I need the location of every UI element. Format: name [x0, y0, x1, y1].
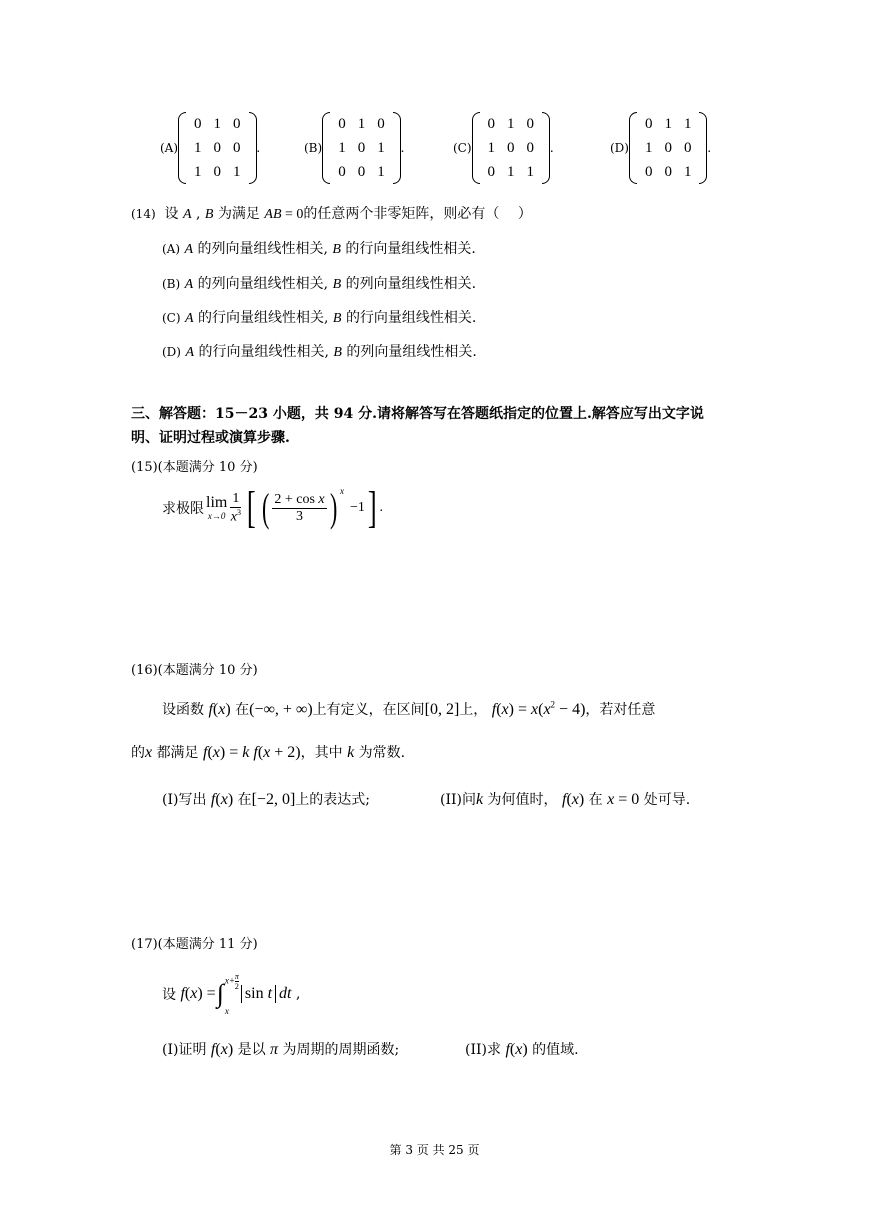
- q16-line1: 设函数 f(x) 在(−∞, + ∞)上有定义，在区间[0, 2]上， $f(x) = x(x^2 - 4)$，若对任意: [162, 699, 656, 718]
- matrix-c: 0 1 0 1 0 0 0 1 1: [472, 112, 551, 184]
- matrix-d: 0 1 1 1 0 0 0 0 1: [629, 112, 708, 184]
- q17-part2: (II)求 f(x) 的值域.: [465, 1041, 579, 1058]
- matrix-b: 0 1 0 1 0 1 0 0 1: [322, 112, 401, 184]
- matrix-a: 0 1 0 1 0 0 1 0 1: [178, 112, 257, 184]
- option-d: (D) 0 1 1 1 0 0 0 0 1 .: [610, 112, 711, 184]
- option-label: (B): [304, 141, 323, 155]
- q14-option-b: (B) A 的列向量组线性相关, B 的列向量组线性相关.: [162, 276, 477, 292]
- q17-header: (17)(本题满分 11 分): [131, 937, 258, 952]
- option-b: (B) 0 1 0 1 0 1 0 0 1 .: [304, 112, 404, 184]
- q14-option-a: (A) A 的列向量组线性相关, B 的行向量组线性相关.: [162, 241, 476, 257]
- q14-stem: (14) 设 A , B 为满足 AB = 0的任意两个非零矩阵，则必有（ ）: [131, 206, 532, 222]
- q17-formula: 设 f(x) = ∫ x+ $\frac{\pi}{2}$ x sin t dt ,: [162, 972, 301, 1016]
- q14-option-d: (D) A 的行向量组线性相关, B 的列向量组线性相关.: [162, 344, 477, 360]
- q15-header: (15)(本题满分 10 分): [131, 460, 258, 475]
- option-label: (C): [453, 141, 472, 155]
- q16-part1: (I)写出 f(x) 在[−2, 0]上的表达式;: [162, 791, 370, 808]
- option-a: (A) 0 1 0 1 0 0 1 0 1 .: [160, 112, 260, 184]
- q17-part1: (I)证明 f(x) 是以 π 为周期的周期函数;: [162, 1041, 400, 1058]
- q16-header: (16)(本题满分 10 分): [131, 663, 258, 678]
- q16-line2: 的x 都满足 f(x) = k f(x + 2)，其中 k 为常数.: [131, 744, 406, 761]
- section-heading-cont: 明、证明过程或演算步骤.: [131, 430, 290, 446]
- q16-part2: (II)问k 为何值时， f(x) 在 x = 0 处可导.: [440, 791, 691, 808]
- option-label: (A): [160, 141, 179, 155]
- q14-option-c: (C) A 的行向量组线性相关, B 的行向量组线性相关.: [162, 310, 477, 326]
- q15-formula: 求极限 lim x→0 $\frac{1}{x^3}$ [ ( $\frac{\text{2 + cos x}}{3}$ ) $^x$ −1 ] .: [162, 483, 383, 532]
- page-footer: 第 3 页 共 25 页: [389, 1143, 480, 1157]
- option-label: (D): [610, 141, 629, 155]
- section-heading: 三、解答题：15－23 小题，共 94 分.请将解答写在答题纸指定的位置上.解答应写出文字说: [131, 406, 704, 422]
- option-c: (C) 0 1 0 1 0 0 0 1 1 .: [453, 112, 554, 184]
